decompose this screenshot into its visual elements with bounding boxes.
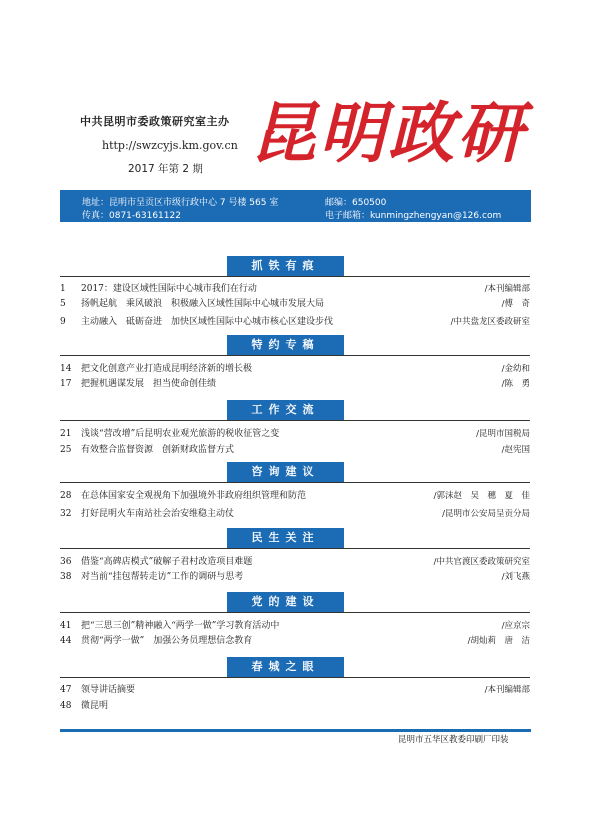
toc-entry[interactable] — [60, 699, 530, 713]
toc-author: /应京宗 — [501, 621, 530, 631]
toc-article-title: 打好昆明火车南站社会治安维稳主动仗 — [81, 509, 235, 519]
toc-article-title: 在总体国家安全观视角下加强境外非政府组织管理和防范 — [81, 491, 307, 501]
toc-article-title: 主动融入 砥砺奋进 加快区域性国际中心城市核心区建设步伐 — [81, 317, 334, 327]
toc-entry[interactable] — [60, 489, 530, 503]
toc-page-number: 21 — [60, 429, 72, 439]
toc-page-number: 25 — [60, 445, 72, 455]
section-rule — [60, 548, 530, 549]
toc-entry[interactable] — [60, 683, 530, 697]
toc-author: /本刊编辑部 — [484, 685, 530, 695]
toc-entry[interactable] — [60, 315, 530, 329]
toc-author: /赵宪国 — [501, 445, 530, 455]
toc-page-number: 14 — [60, 364, 72, 374]
toc-author: /昆明市国税局 — [476, 429, 530, 439]
section-header: 春城之眼 — [227, 657, 344, 677]
issue-number: 2017 年第 2 期 — [128, 163, 203, 175]
toc-page-number: 5 — [60, 299, 66, 309]
toc-article-title: 2017：建设区域性国际中心城市我们在行动 — [81, 284, 257, 294]
section-header: 抓铁有痕 — [227, 256, 344, 276]
toc-author: /傅 奇 — [501, 299, 530, 309]
toc-page-number: 9 — [60, 317, 66, 327]
toc-author: /本刊编辑部 — [484, 284, 530, 294]
journal-masthead: 昆明政研 — [250, 94, 526, 172]
toc-page-number: 32 — [60, 509, 72, 519]
toc-article-title: 有效整合监督资源 创新财政监督方式 — [81, 445, 235, 455]
toc-author: /郭沫赵 吴 穗 夏 佳 — [433, 491, 530, 501]
toc-entry[interactable] — [60, 362, 530, 376]
toc-article-title: 微昆明 — [81, 701, 109, 711]
toc-entry[interactable] — [60, 634, 530, 648]
website-url[interactable]: http://swzcyjs.km.gov.cn — [102, 139, 238, 152]
toc-page-number: 28 — [60, 491, 72, 501]
postcode-text: 邮编：650500 — [325, 198, 387, 208]
toc-entry[interactable] — [60, 555, 530, 569]
section-rule — [60, 276, 530, 277]
sponsor-line: 中共昆明市委政策研究室主办 — [80, 115, 230, 128]
toc-article-title: 借鉴“高碑店模式”破解子君村改造项目难题 — [81, 557, 253, 567]
toc-author: /胡灿莉 唐 洁 — [467, 636, 530, 646]
toc-page-number: 36 — [60, 557, 72, 567]
toc-article-title: 把文化创意产业打造成昆明经济新的增长极 — [81, 364, 253, 374]
toc-author: /中共盘龙区委政研室 — [450, 317, 530, 327]
toc-entry[interactable] — [60, 619, 530, 633]
toc-article-title: 扬帆起航 乘风破浪 积极融入区域性国际中心城市发展大局 — [81, 299, 325, 309]
toc-entry[interactable] — [60, 570, 530, 584]
toc-entry[interactable] — [60, 377, 530, 391]
address-band — [60, 190, 531, 222]
toc-article-title: 浅谈“营改增”后昆明农业观光旅游的税收征管之变 — [81, 429, 280, 439]
toc-page-number: 44 — [60, 636, 72, 646]
toc-article-title: 贯彻“两学一做” 加强公务员理想信念教育 — [81, 636, 253, 646]
section-header: 咨询建议 — [227, 462, 344, 482]
toc-article-title: 把握机遇谋发展 担当使命创佳绩 — [81, 379, 217, 389]
section-header: 工作交流 — [227, 400, 344, 420]
toc-author: /昆明市公安局呈贡分局 — [442, 509, 530, 519]
toc-article-title: 领导讲话摘要 — [81, 685, 136, 695]
toc-author: /金幼和 — [501, 364, 530, 374]
fax-text: 传真：0871-63161122 — [82, 211, 181, 221]
section-rule — [60, 420, 530, 421]
printer-credit: 昆明市五华区教委印刷厂印装 — [398, 735, 509, 745]
toc-page-number: 41 — [60, 621, 72, 631]
bottom-rule — [60, 729, 531, 732]
address-text: 地址：昆明市呈贡区市级行政中心 7 号楼 565 室 — [82, 198, 279, 208]
toc-entry[interactable] — [60, 297, 530, 311]
toc-entry[interactable] — [60, 507, 530, 521]
toc-entry[interactable] — [60, 282, 530, 296]
toc-page-number: 47 — [60, 685, 72, 695]
section-header: 党的建设 — [227, 592, 344, 612]
toc-page-number: 17 — [60, 379, 72, 389]
toc-page-number: 1 — [60, 284, 66, 294]
toc-author: /陈 勇 — [501, 379, 530, 389]
section-rule — [60, 612, 530, 613]
toc-author: /刘飞燕 — [501, 572, 530, 582]
toc-article-title: 对当前“挂包帮转走访”工作的调研与思考 — [81, 572, 244, 582]
section-rule — [60, 355, 530, 356]
section-rule — [60, 482, 530, 483]
section-header: 民生关注 — [227, 528, 344, 548]
toc-page-number: 38 — [60, 572, 72, 582]
toc-entry[interactable] — [60, 427, 530, 441]
section-rule — [60, 677, 530, 678]
toc-entry[interactable] — [60, 443, 530, 457]
toc-article-title: 把“三思三创”精神融入“两学一做”学习教育活动中 — [81, 621, 280, 631]
toc-author: /中共官渡区委政策研究室 — [433, 557, 530, 567]
toc-page-number: 48 — [60, 701, 72, 711]
section-header: 特约专稿 — [227, 335, 344, 355]
email-text[interactable]: 电子邮箱：kunmingzhengyan@126.com — [325, 211, 502, 221]
